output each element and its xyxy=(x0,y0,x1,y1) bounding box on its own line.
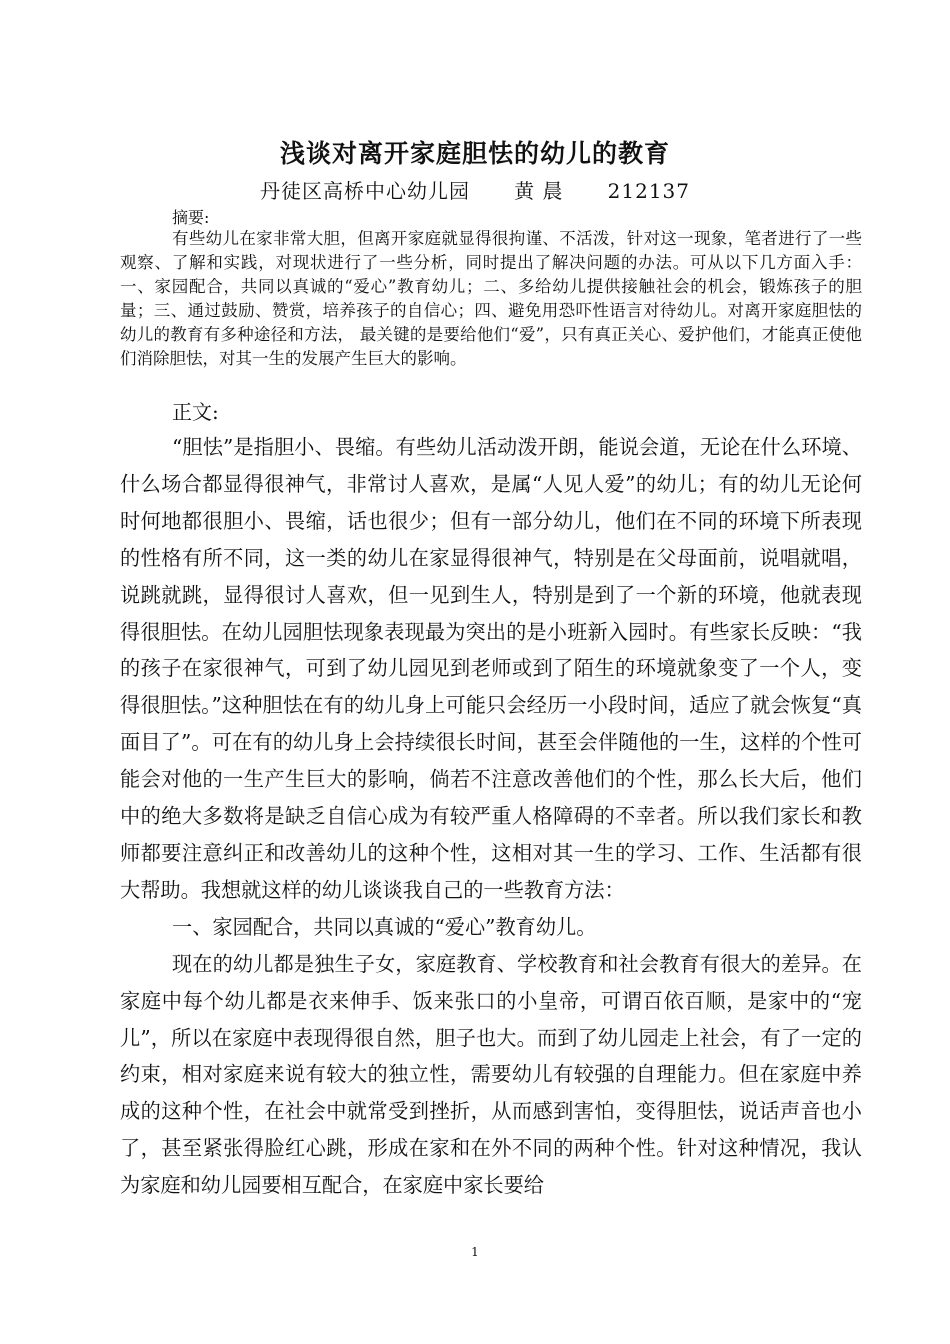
body-label: 正文: xyxy=(172,400,219,424)
document-title: 浅谈对离开家庭胆怯的幼儿的教育 xyxy=(279,139,670,168)
author-line: 丹徒区高桥中心幼儿园 黄 晨 212137 xyxy=(260,179,690,203)
abstract-text: 有些幼儿在家非常大胆，但离开家庭就显得很拘谨、不活泼，针对这一现象，笔者进行了一些观察、了解和实践，对现状进行了一些分析，同时提出了解决问题的办法。可从以下几方面入手：一、家园配合，共同以真诚的“爱心”教育幼儿；二、多给幼儿提供接触社会的机会，锻炼孩子的胆量；三、通过鼓励、赞赏，培养孩子的自信心；四、避免用恐吓性语言对待幼儿。对离开家庭胆怯的幼儿的教育有多种途径和方法， 最关键的是要给他们“爱”，只有真正关心、爱护他们，才能真正使他们消除胆怯，对其一生的发展产生巨大的影响。 xyxy=(120,229,862,368)
abstract-label: 摘要: xyxy=(172,208,210,227)
body-text xyxy=(120,429,862,1204)
paragraph: “胆怯”是指胆小、畏缩。有些幼儿活动泼开朗，能说会道，无论在什么环境、什么场合都显得很神气，非常讨人喜欢，是属“人见人爱”的幼儿；有的幼儿无论何时何地都很胆小、畏缩，话也很少；但有一部分幼儿，他们在不同的环境下所表现的性格有所不同，这一类的幼儿在家显得很神气，特别是在父母面前，说唱就唱，说跳就跳，显得很讨人喜欢，但一见到生人，特别是到了一个新的环境，他就表现得很胆怯。在幼儿园胆怯现象表现最为突出的是小班新入园时。有些家长反映：“我的孩子在家很神气，可到了幼儿园见到老师或到了陌生的环境就象变了一个人，变得很胆怯。”这种胆怯在有的幼儿身上可能只会经历一小段时间，适应了就会恢复“真面目了”。可在有的幼儿身上会持续很长时间，甚至会伴随他的一生，这样的个性可能会对他的一生产生巨大的影响，倘若不注意改善他们的个性，那么长大后，他们中的绝大多数将是缺乏自信心成为有较严重人格障碍的不幸者。所以我们家长和教师都要注意纠正和改善幼儿的这种个性，这相对其一生的学习、工作、生活都有很大帮助。我想就这样的幼儿谈谈我自己的一些教育方法： xyxy=(120,435,862,902)
paragraph: 现在的幼儿都是独生子女，家庭教育、学校教育和社会教育有很大的差异。在家庭中每个幼儿都是衣来伸手、饭来张口的小皇帝，可谓百依百顺，是家中的“宠儿”，所以在家庭中表现得很自然，胆子也大。而到了幼儿园走上社会，有了一定的约束，相对家庭来说有较大的独立性，需要幼儿有较强的自理能力。但在家庭中养成的这种个性，在社会中就常受到挫折，从而感到害怕，变得胆怯，说话声音也小了，甚至紧张得脸红心跳，形成在家和在外不同的两种个性。针对这种情况，我认为家庭和幼儿园要相互配合，在家庭中家长要给 xyxy=(120,951,862,1198)
section-heading: 一、家园配合，共同以真诚的“爱心”教育幼儿。 xyxy=(172,914,597,939)
page-number: 1 xyxy=(471,1245,479,1259)
